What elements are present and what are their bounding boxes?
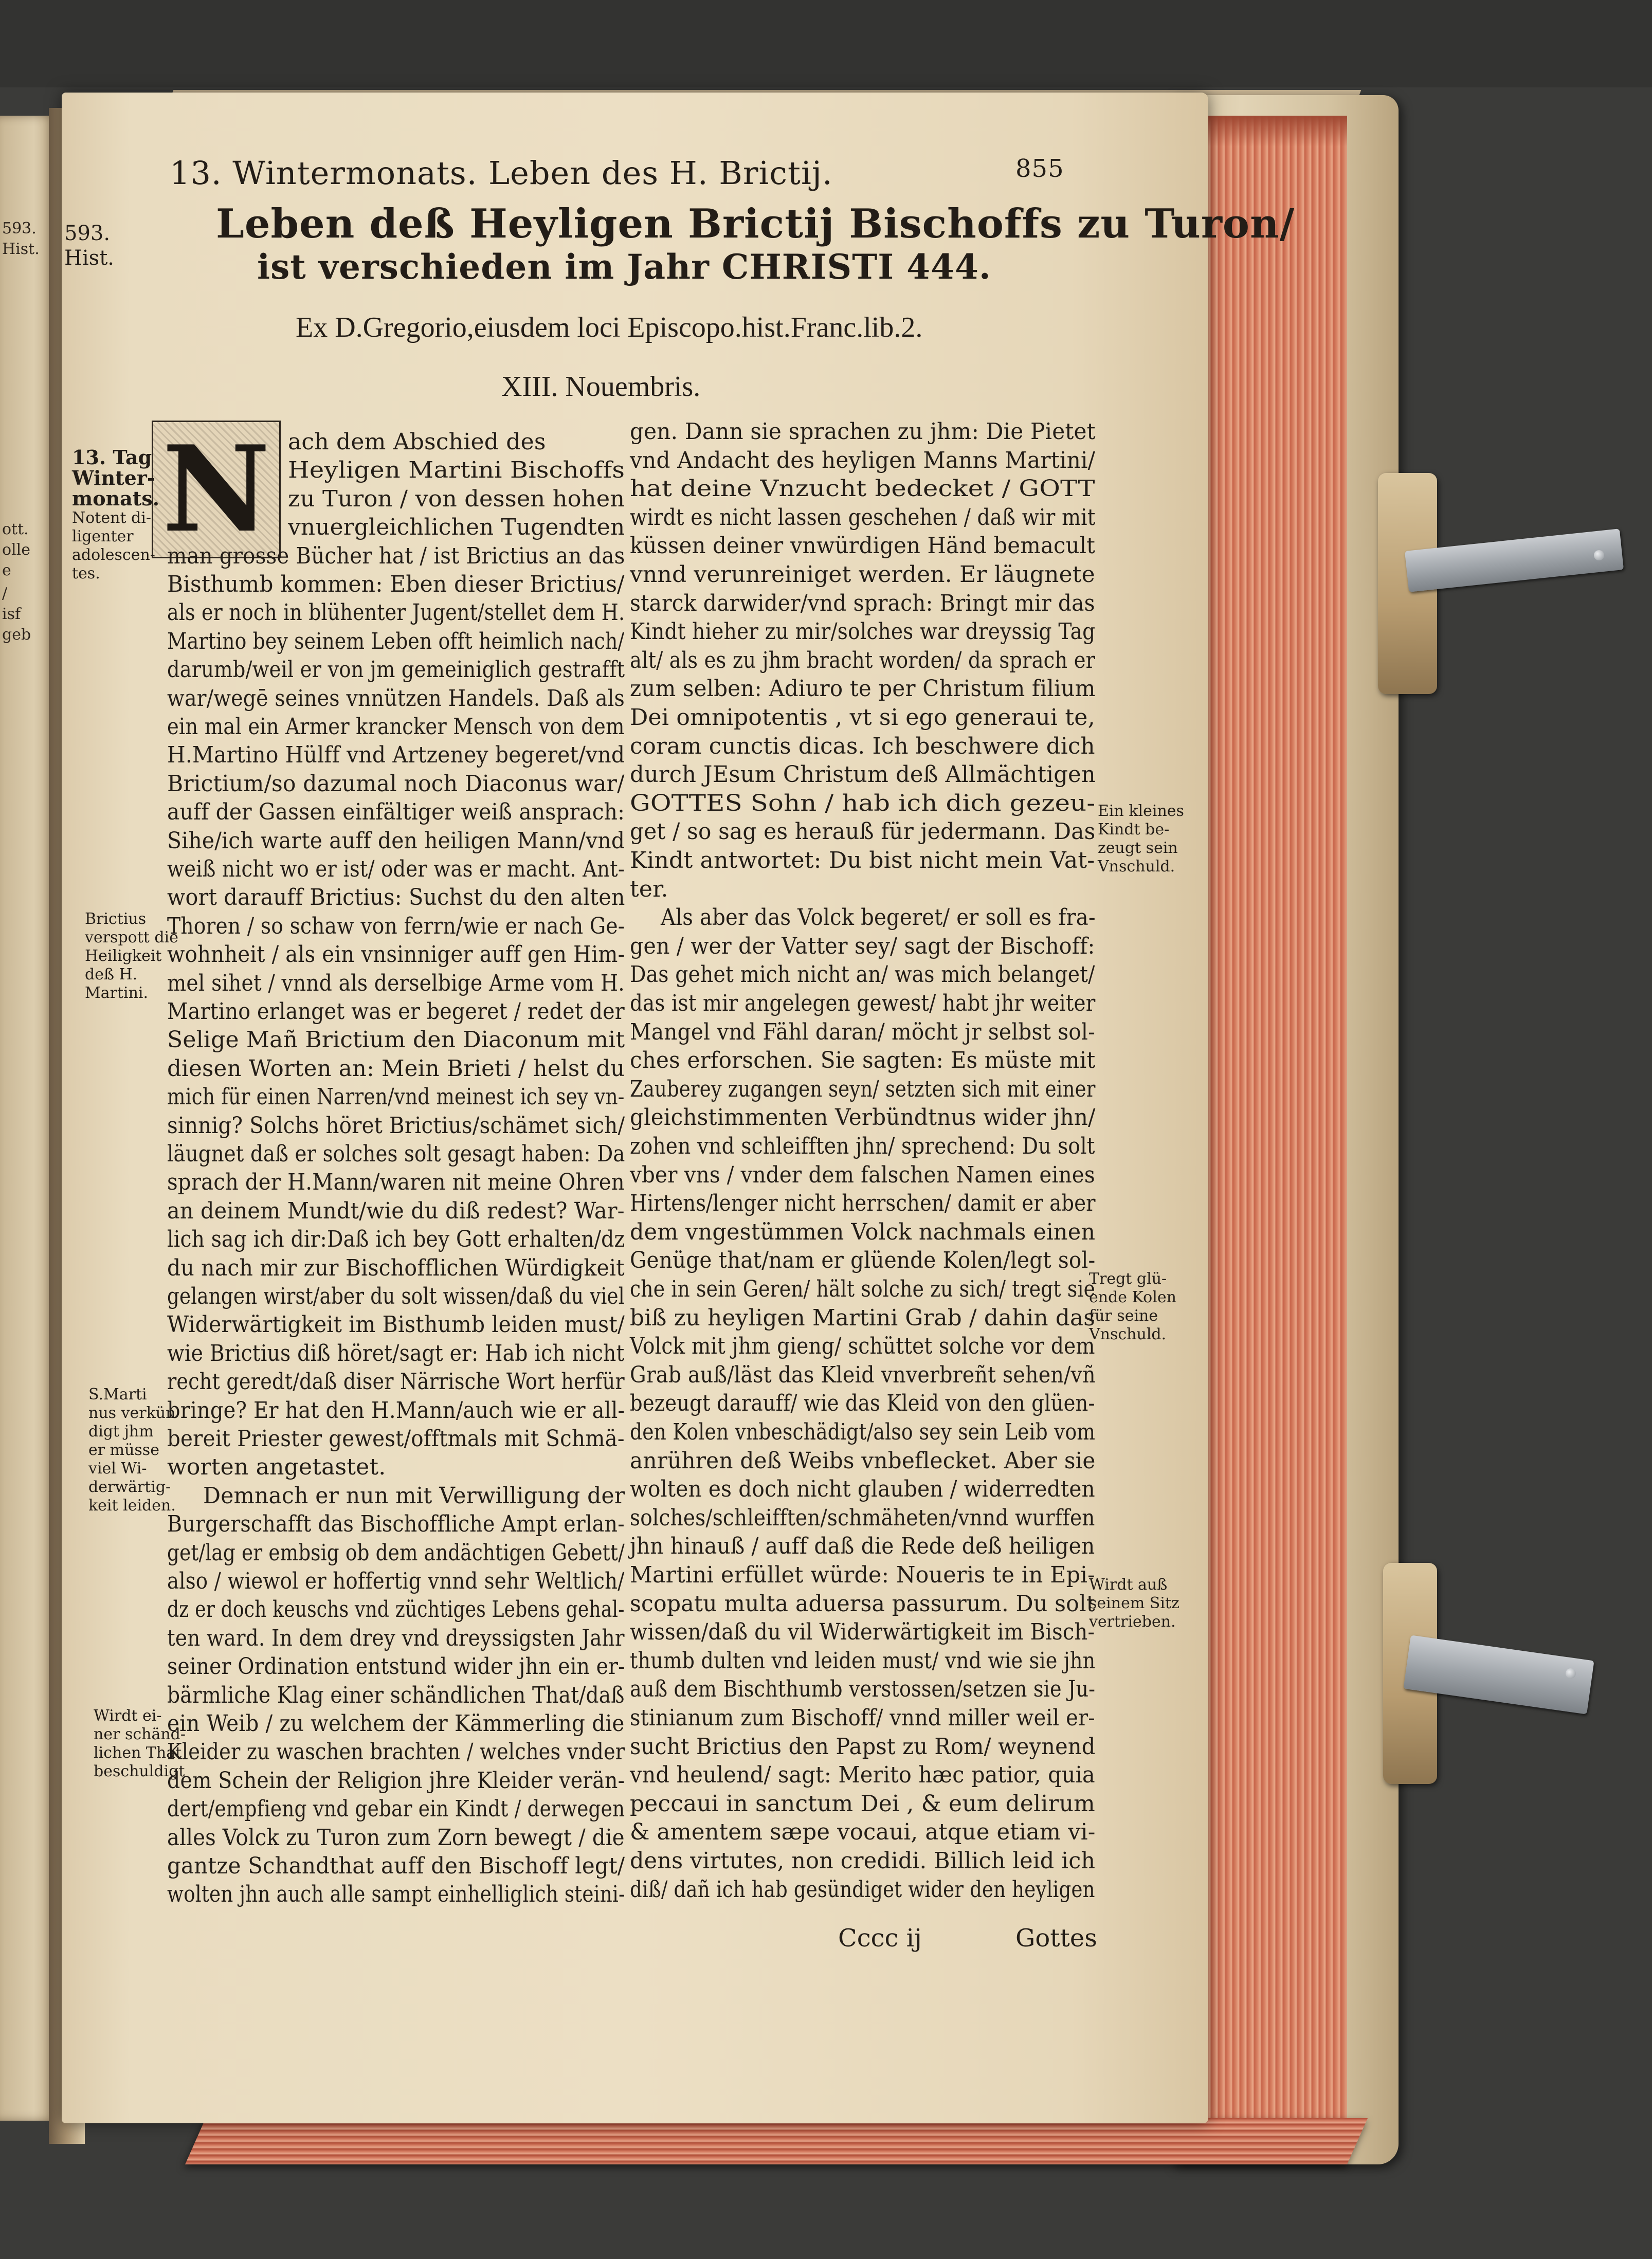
text-line: vnnd verunreiniget werden. Er läugnete xyxy=(630,561,1095,588)
text-line: Thoren / so schaw von ferrn/wie er nach Ge- xyxy=(167,913,625,939)
text-line: zohen vnd schleifften jhn/ sprechend: Du solt xyxy=(630,1133,1095,1159)
text-line: che in sein Geren/ hält solche zu sich/ tregt sie xyxy=(630,1276,1096,1302)
text-line: das ist mir angelegen gewest/ habt jhr weiter xyxy=(630,990,1096,1016)
decorated-initial: N xyxy=(152,421,281,558)
text-line: coram cunctis dicas. Ich beschwere dich xyxy=(630,733,1095,759)
text-line: auff der Gassen einfältiger weiß ansprach: xyxy=(167,799,625,826)
text-line: peccaui in sanctum Dei , & eum delirum xyxy=(630,1790,1095,1817)
text-line: anrühren deß Weibs vnbeflecket. Aber sie xyxy=(630,1447,1096,1474)
text-line: läugnet daß er solches solt gesagt haben: Da xyxy=(167,1141,625,1167)
gloss-line: Vnschuld. xyxy=(1089,1325,1167,1343)
text-line: bärmliche Klag einer schändlichen That/daß xyxy=(167,1682,625,1708)
text-line: lich sag ich dir:Daß ich bey Gott erhalten/dz xyxy=(167,1226,625,1253)
text-line: bereit Priester gewest/offtmals mit Schmä- xyxy=(167,1426,625,1452)
text-line: vnuergleichlichen Tugendten xyxy=(288,514,625,541)
text-line: Martini erfüllet würde: Noueris te in Epi- xyxy=(630,1562,1095,1588)
text-line: Burgerschafft das Bischoffliche Ampt erlan- xyxy=(167,1511,625,1538)
text-line: ein mal ein Armer krancker Mensch von dem xyxy=(167,714,625,740)
text-line: get/lag er embsig ob dem andächtigen Gebett/ xyxy=(167,1539,625,1566)
running-title: Leben des H. Brictij. xyxy=(488,154,833,192)
facing-page-fragment: Hist. xyxy=(2,240,40,258)
text-line: zu Turon / von dessen hohen xyxy=(288,485,625,512)
text-line: sinnig? Solchs höret Brictius/schämet sich/ xyxy=(167,1112,625,1139)
text-line: Bisthumb kommen: Eben dieser Brictius/ xyxy=(167,571,625,597)
text-line: als er noch in blühenter Jugent/stellet dem H. xyxy=(167,599,625,626)
gloss-line: 13. Tag xyxy=(72,446,152,469)
text-line: wolten jhn auch alle sampt einhelliglich steini- xyxy=(167,1881,625,1908)
text-line: vnd Andacht des heyligen Manns Martini/ xyxy=(630,447,1096,473)
text-line: GOTTES Sohn / hab ich dich gezeu- xyxy=(630,790,1096,816)
facing-page-fragment: 593. xyxy=(2,220,37,238)
text-line: ches erforschen. Sie sagten: Es müste mit xyxy=(630,1047,1096,1074)
text-line: mel sihet / vnnd als derselbige Arme vom H. xyxy=(167,970,625,996)
text-line: Kindt antwortet: Du bist nicht mein Vat- xyxy=(630,847,1095,873)
page-number: 855 xyxy=(1015,154,1064,183)
text-line: dens virtutes, non credidi. Billich leid ich xyxy=(630,1848,1096,1874)
text-line: vnd heulend/ sagt: Merito hæc patior, quia xyxy=(630,1762,1095,1789)
gloss-line: vertrieben. xyxy=(1089,1613,1176,1631)
gloss-line: seinem Sitz xyxy=(1089,1594,1179,1612)
gloss-line: keit leiden. xyxy=(88,1497,176,1515)
text-line: diesen Worten an: Mein Brieti / helst du xyxy=(167,1055,625,1082)
text-line: Selige Mañ Brictium den Diaconum mit xyxy=(167,1027,625,1053)
text-line: dem Schein der Religion jhre Kleider verän- xyxy=(167,1767,625,1794)
gloss-line: tes. xyxy=(72,564,100,582)
facing-page-fragment: isf xyxy=(2,605,21,623)
text-line: Martino erlanget was er begeret / redet der xyxy=(167,998,625,1025)
text-line: wolten es doch nicht glauben / widerredten xyxy=(630,1476,1095,1503)
text-line: alt/ als es zu jhm bracht worden/ da sprach er xyxy=(630,647,1096,673)
margin-ref-note xyxy=(64,221,114,270)
gloss-line: adolescen- xyxy=(72,546,155,564)
facing-page-fragment: olle xyxy=(2,541,31,559)
gloss-line: nus verkün xyxy=(88,1404,176,1422)
gloss-line: Winter- xyxy=(72,466,155,489)
gloss-line: Tregt glü- xyxy=(1089,1270,1167,1288)
gloss-left-3 xyxy=(88,1386,176,1515)
gloss-line: Wirdt auß xyxy=(1089,1576,1168,1594)
text-line: H.Martino Hülff vnd Artzeney begeret/vnd xyxy=(167,742,625,769)
text-line: jhn hinauß / auff daß die Rede deß heiligen xyxy=(630,1533,1095,1560)
facing-page-fragment: e xyxy=(2,561,11,579)
text-line: Kleider zu waschen brachten / welches vnder xyxy=(167,1739,625,1765)
gloss-line: ende Kolen xyxy=(1089,1288,1176,1306)
text-line: küssen deiner vnwürdigen Händ bemacult xyxy=(630,533,1096,559)
text-line: wohnheit / als ein vnsinniger auff gen Him- xyxy=(167,941,625,968)
page-subtitle: ist verschieden im Jahr CHRISTI 444. xyxy=(257,247,991,287)
text-line: wort darauff Brictius: Suchst du den alten xyxy=(167,884,625,911)
facing-page-edge xyxy=(0,116,57,2121)
gloss-line: derwärtig- xyxy=(88,1478,171,1496)
text-line: bezeugt darauff/ wie das Kleid von den glüen- xyxy=(630,1390,1095,1417)
text-line: thumb dulten vnd leiden must/ vnd wie sie jhn xyxy=(630,1647,1096,1674)
text-line: Mangel vnd Fähl daran/ möcht jr selbst sol- xyxy=(630,1018,1096,1045)
text-line: vber vns / vnder dem falschen Namen eines xyxy=(630,1161,1095,1188)
text-line: ten ward. In dem drey vnd dreyssigsten Jahr xyxy=(167,1625,625,1651)
text-line: weiß nicht wo er ist/ oder was er macht. Ant- xyxy=(167,856,625,882)
text-line: scopatu multa aduersa passurum. Du solt xyxy=(630,1590,1096,1617)
text-line: war/wegē seines vnnützen Handels. Daß als xyxy=(167,685,625,712)
gloss-line: ligenter xyxy=(72,527,134,545)
gloss-line: ner schänd- xyxy=(94,1725,186,1743)
text-line: durch JEsum Christum deß Allmächtigen xyxy=(630,761,1096,788)
text-line: mich für einen Narren/vnd meinest ich sey vn- xyxy=(167,1084,625,1110)
text-line: dem vngestümmen Volck nachmals einen xyxy=(630,1218,1096,1245)
text-line: gen / wer der Vatter sey/ sagt der Bischoff: xyxy=(630,933,1095,959)
text-line: gleichstimmenten Verbündtnus wider jhn/ xyxy=(630,1104,1096,1131)
text-line: wie Brictius diß höret/sagt er: Hab ich nicht xyxy=(167,1340,625,1367)
gloss-left-2 xyxy=(85,910,178,1003)
gloss-line: zeugt sein xyxy=(1098,839,1178,857)
text-line: du nach mir zur Bischofflichen Würdigkeit xyxy=(167,1254,625,1281)
text-line: seiner Ordination entstund wider jhn ein er- xyxy=(167,1653,625,1680)
gloss-line: für seine xyxy=(1089,1307,1158,1325)
margin-ref-line: Hist. xyxy=(64,246,114,270)
text-line: & amentem sæpe vocaui, atque etiam vi- xyxy=(630,1819,1096,1846)
text-line: hat deine Vnzucht bedecket / GOTT xyxy=(630,476,1095,502)
text-line: diß/ dañ ich hab gesündiget wider den heyligen xyxy=(630,1876,1095,1903)
text-line: also / wiewol er hoffertig vnnd sehr Weltlich/ xyxy=(167,1568,625,1594)
text-line: gantze Schandthat auff den Bischoff legt/ xyxy=(167,1853,625,1879)
text-line: bringe? Er hat den H.Mann/auch wie er all- xyxy=(167,1397,625,1424)
text-line: sucht Brictius den Papst zu Rom/ weynend xyxy=(630,1733,1096,1760)
text-line: alles Volck zu Turon zum Zorn bewegt / die xyxy=(167,1824,625,1851)
text-line: solches/schleifften/schmäheten/vnnd wurffen xyxy=(630,1504,1095,1531)
text-line: Martino bey seinem Leben offt heimlich nach/ xyxy=(167,628,625,654)
text-line: sprach der H.Mann/waren nit meine Ohren xyxy=(167,1169,625,1196)
text-line: gelangen wirst/aber du solt wissen/daß du viel xyxy=(167,1283,625,1309)
text-line: Genüge that/nam er glüende Kolen/legt sol- xyxy=(630,1247,1096,1274)
text-line: gen. Dann sie sprachen zu jhm: Die Pietet xyxy=(630,418,1096,445)
text-line: Zauberey zugangen seyn/ setzten sich mit einer xyxy=(630,1076,1096,1102)
running-date: 13. Wintermonats. xyxy=(170,154,478,192)
gloss-left-1 xyxy=(72,447,159,583)
gloss-line: S.Marti xyxy=(88,1386,147,1404)
gloss-line: Ein kleines xyxy=(1098,802,1184,820)
text-line: den Kolen vnbeschädigt/also sey sein Leib vom xyxy=(630,1419,1096,1445)
backdrop xyxy=(0,0,1652,87)
text-line: recht geredt/daß diser Närrische Wort herfür xyxy=(167,1369,625,1395)
text-line: Als aber das Volck begeret/ er soll es fra- xyxy=(661,904,1096,931)
text-line: wirdt es nicht lassen geschehen / daß wir mit xyxy=(630,504,1096,531)
text-line: Volck mit jhm gieng/ schüttet solche vor dem xyxy=(630,1333,1095,1360)
gloss-line: verspott die xyxy=(85,928,178,946)
catchword: Gottes xyxy=(1015,1924,1097,1953)
gloss-right-1 xyxy=(1098,802,1184,876)
gloss-line: Heiligkeit xyxy=(85,947,162,965)
text-line: dert/empfieng vnd gebar ein Kindt / derwegen xyxy=(167,1796,625,1823)
gloss-line: Vnschuld. xyxy=(1098,858,1175,876)
text-line: auß dem Bischthumb verstossen/setzen sie Ju- xyxy=(630,1676,1096,1703)
text-line: Kindt hieher zu mir/solches war dreyssig Tag xyxy=(630,618,1096,645)
gloss-left-4 xyxy=(94,1707,186,1781)
gloss-line: beschuldigt xyxy=(94,1762,185,1780)
text-line: an deinem Mundt/wie du diß redest? War- xyxy=(167,1197,625,1224)
text-line: Sihe/ich warte auff den heiligen Mann/vnd xyxy=(167,827,625,854)
text-line: dz er doch keuschs vnd züchtiges Lebens gehal- xyxy=(167,1596,625,1623)
text-line: darumb/weil er von jm gemeiniglich gestrafft xyxy=(167,657,625,683)
gloss-right-2 xyxy=(1089,1270,1176,1344)
text-line: Widerwärtigkeit im Bisthumb leiden must/ xyxy=(167,1311,625,1338)
gloss-line: deß H. xyxy=(85,965,138,983)
text-line: stinianum zum Bischoff/ vnnd miller weil er- xyxy=(630,1705,1095,1731)
text-line: Heyligen Martini Bischoffs xyxy=(288,457,625,484)
gloss-line: viel Wi- xyxy=(88,1460,147,1478)
feast-date: XIII. Nouembris. xyxy=(501,371,701,403)
text-line: get / so sag es herauß für jedermann. Das xyxy=(630,818,1096,845)
page-title: Leben deß Heyligen Brictij Bischoffs zu Turon/ xyxy=(216,201,1295,247)
facing-page-fragment: / xyxy=(2,585,8,603)
facing-page-fragment: geb xyxy=(2,626,31,644)
facing-page-fragment: ott. xyxy=(2,520,29,538)
gloss-line: Kindt be- xyxy=(1098,821,1170,839)
text-line: Demnach er nun mit Verwilligung der xyxy=(203,1482,625,1509)
gloss-line: Brictius xyxy=(85,910,147,928)
text-line: Hirtens/lenger nicht herrschen/ damit er aber xyxy=(630,1190,1096,1217)
margin-ref-line: 593. xyxy=(64,222,111,245)
gloss-line: lichen That xyxy=(94,1744,182,1762)
text-line: zum selben: Adiuro te per Christum filium xyxy=(630,676,1096,702)
text-line: man grosse Bücher hat / ist Brictius an das xyxy=(167,542,625,569)
text-line: Brictium/so dazumal noch Diaconus war/ xyxy=(167,770,625,797)
source-line: Ex D.Gregorio,eiusdem loci Episcopo.hist.Franc.lib.2. xyxy=(296,312,923,343)
signature-mark: Cccc ij xyxy=(838,1924,922,1953)
gloss-line: monats. xyxy=(72,487,159,510)
gloss-line: Wirdt ei- xyxy=(94,1707,162,1725)
gloss-line: Martini. xyxy=(85,984,149,1002)
text-line: Das gehet mich nicht an/ was mich belanget/ xyxy=(630,961,1095,988)
text-line: ein Weib / zu welchem der Kämmerling die xyxy=(167,1710,625,1737)
red-bottom-edge xyxy=(185,2118,1368,2164)
text-line: ter. xyxy=(630,876,668,902)
gloss-line: er müsse xyxy=(88,1441,159,1459)
gloss-line: Notent di- xyxy=(72,509,151,527)
gloss-right-3 xyxy=(1089,1576,1179,1631)
text-line: ach dem Abschied des xyxy=(288,429,546,455)
text-line: Dei omnipotentis , vt si ego generaui te, xyxy=(630,704,1095,731)
text-line: wissen/daß du vil Widerwärtigkeit im Bisch- xyxy=(630,1619,1095,1646)
text-line: Grab auß/läst das Kleid vnverbreñt sehen/vñ xyxy=(630,1361,1096,1388)
text-line: biß zu heyligen Martini Grab / dahin das xyxy=(630,1304,1095,1331)
text-line: worten angetastet. xyxy=(167,1454,386,1481)
text-line: starck darwider/vnd sprach: Bringt mir das xyxy=(630,590,1095,616)
gloss-line: digt jhm xyxy=(88,1423,154,1441)
